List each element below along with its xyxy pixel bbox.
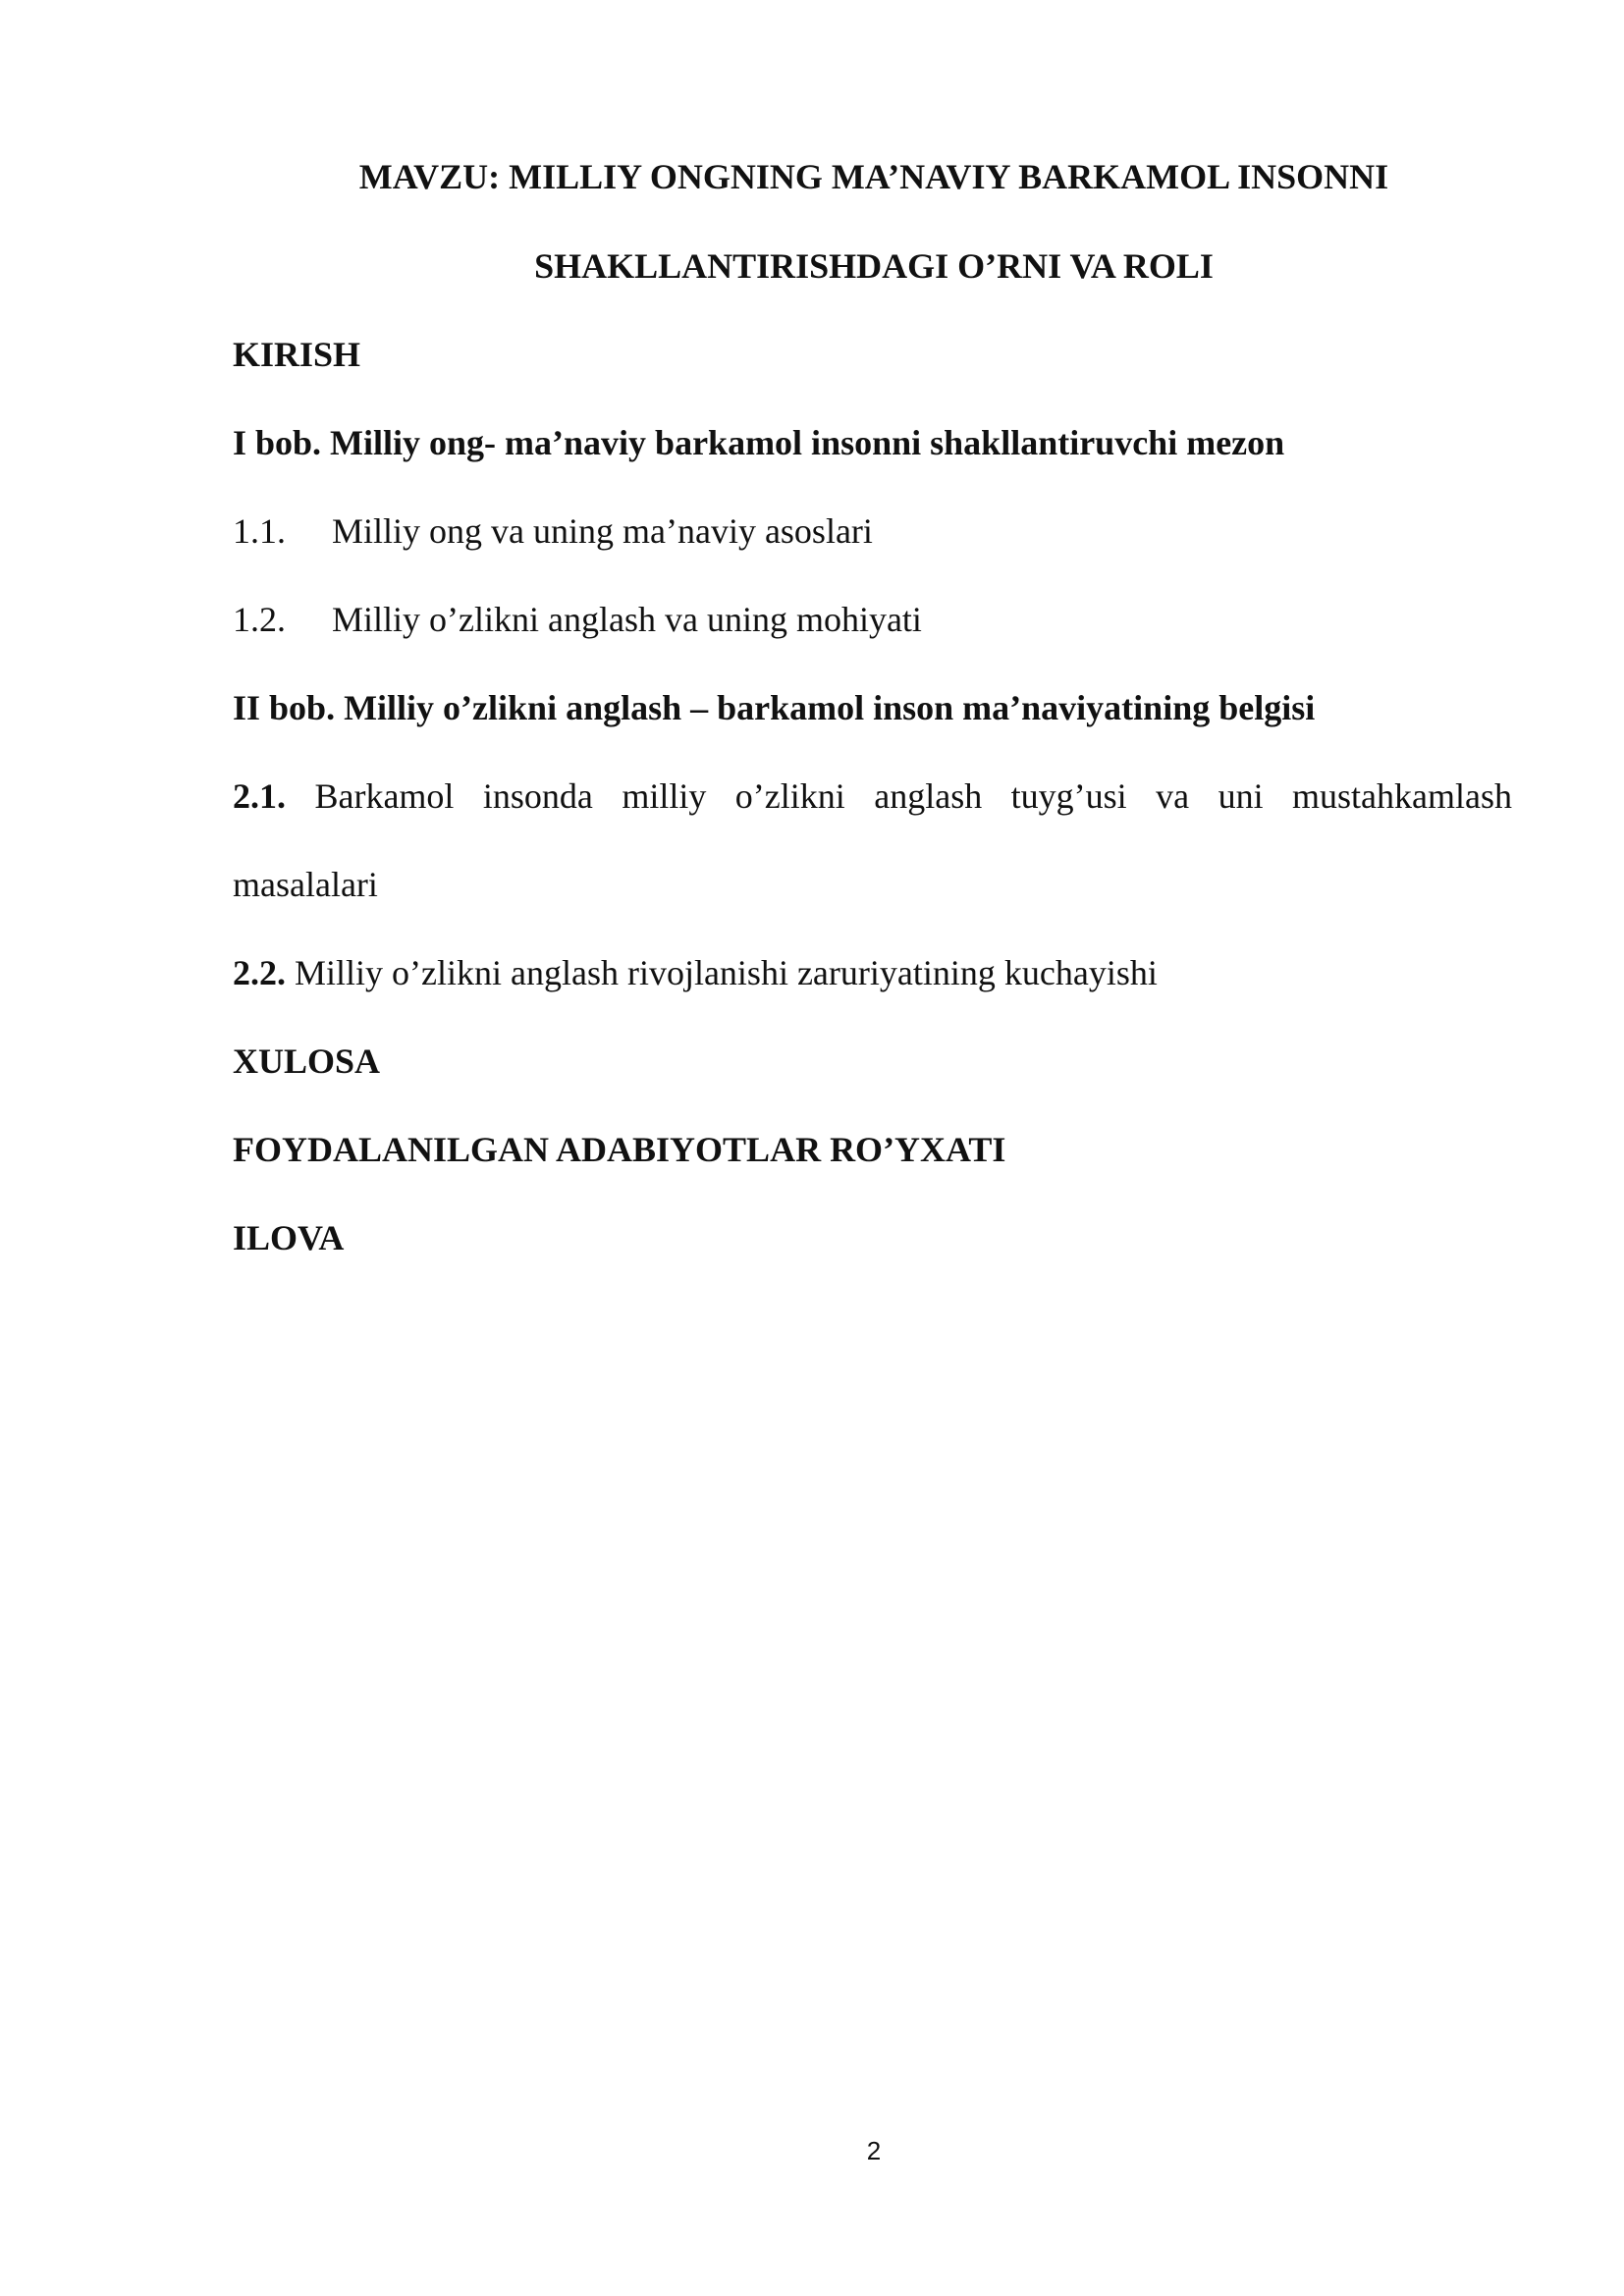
toc-item-text: Milliy ong va uning ma’naviy asoslari xyxy=(332,511,873,551)
page-number: 2 xyxy=(866,2136,882,2165)
toc-item-1-1 xyxy=(233,509,873,553)
toc-item-text: Milliy o’zlikni anglash rivojlanishi zaruriyatining kuchayishi xyxy=(295,953,1158,992)
toc-item-2-2 xyxy=(233,951,1158,994)
toc-item-2-1 xyxy=(233,774,1512,818)
toc-conclusion: XULOSA xyxy=(233,1041,381,1081)
title-line-1: MAVZU: MILLIY ONGNING MA’NAVIY BARKAMOL INSONNI xyxy=(358,157,1389,196)
toc-intro: KIRISH xyxy=(233,335,361,374)
toc-item-1-2 xyxy=(233,598,922,641)
toc-item-number: 2.1. xyxy=(233,776,286,816)
toc-item-number: 1.2. xyxy=(233,600,286,639)
toc-chapter-2-heading: II bob. Milliy o’zlikni anglash – barkamol inson ma’naviyatining belgisi xyxy=(233,688,1316,727)
toc-item-2-1-continued: masalalari xyxy=(233,865,378,904)
toc-item-number: 2.2. xyxy=(233,953,286,992)
title-line-2: SHAKLLANTIRISHDAGI O’RNI VA ROLI xyxy=(534,246,1214,286)
toc-appendix: ILOVA xyxy=(233,1218,345,1257)
toc-references: FOYDALANILGAN ADABIYOTLAR RO’YXATI xyxy=(233,1130,1006,1169)
toc-item-text: Milliy o’zlikni anglash va uning mohiyati xyxy=(332,600,922,639)
toc-item-number: 1.1. xyxy=(233,511,286,551)
toc-chapter-1-heading: I bob. Milliy ong- ma’naviy barkamol insonni shakllantiruvchi mezon xyxy=(233,423,1285,462)
toc-item-text: Barkamol insonda milliy o’zlikni anglash tuyg’usi va uni mustahkamlash xyxy=(314,776,1512,816)
